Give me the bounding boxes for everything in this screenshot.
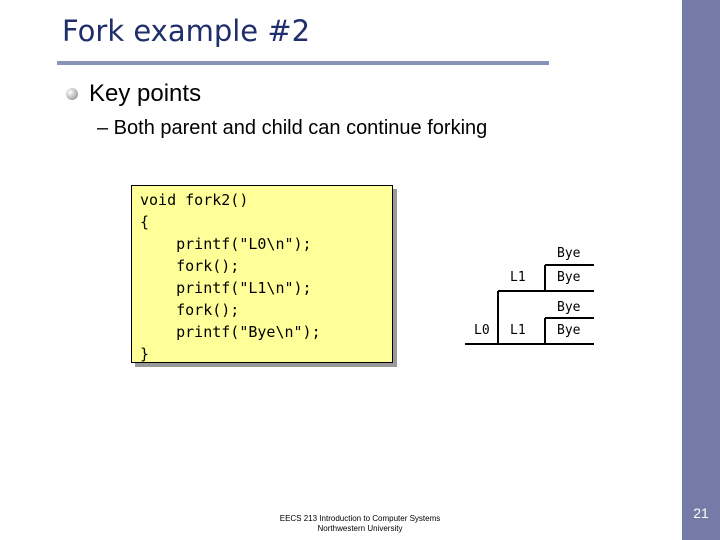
footer-university: Northwestern University xyxy=(317,524,403,534)
tree-leaf-label: Bye xyxy=(557,246,581,261)
code-line: void fork2() xyxy=(140,191,249,209)
tree-node-label: L0 xyxy=(474,323,490,338)
code-line: printf("L0\n"); xyxy=(140,235,312,253)
code-line: } xyxy=(140,345,150,363)
footer xyxy=(260,514,460,535)
bullet-key-points: Key points xyxy=(89,80,202,107)
tree-leaf-label: Bye xyxy=(557,323,581,338)
footer-course: EECS 213 Introduction to Computer Systems xyxy=(279,514,441,523)
tree-node-label: L1 xyxy=(510,270,526,285)
code-line: printf("Bye\n"); xyxy=(140,323,321,341)
code-line: fork(); xyxy=(140,257,240,275)
sub-bullet: – Both parent and child can continue forking xyxy=(97,117,488,139)
tree-node-label: L1 xyxy=(510,323,526,338)
code-line: { xyxy=(140,213,150,231)
code-line: printf("L1\n"); xyxy=(140,279,312,297)
tree-leaf-label: Bye xyxy=(557,270,581,285)
slide-title: Fork example #2 xyxy=(62,14,311,48)
tree-leaf-label: Bye xyxy=(557,300,581,315)
code-line: fork(); xyxy=(140,301,240,319)
slide-number: 21 xyxy=(693,505,709,521)
